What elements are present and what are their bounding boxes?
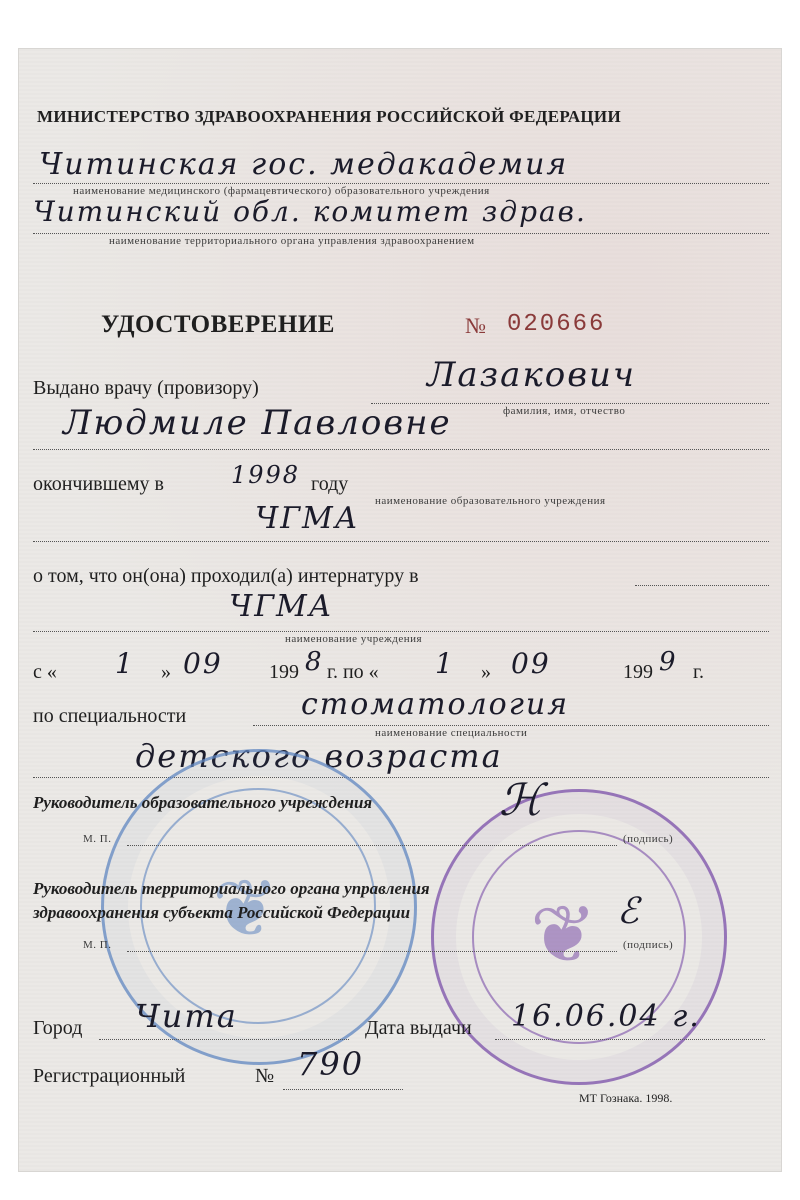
period-to-close: » <box>481 661 491 683</box>
mp-1: М. П. <box>83 833 112 845</box>
internship-caption: наименование учреждения <box>285 633 423 645</box>
graduated-school: ЧГМА <box>255 501 360 536</box>
graduated-caption: наименование образовательного учреждения <box>375 495 606 507</box>
issued-name: Людмиле Павловне <box>63 403 452 443</box>
graduated-label: окончившему в <box>33 473 164 495</box>
specialty-line1: стоматология <box>301 687 570 722</box>
issued-label: Выдано врачу (провизору) <box>33 377 259 399</box>
specialty-caption: наименование специальности <box>375 727 528 739</box>
certificate-number: 020666 <box>507 311 606 338</box>
registration-value: 790 <box>297 1045 365 1083</box>
period-from-year-printed: 199 <box>269 661 299 683</box>
authority-line <box>33 233 769 234</box>
printer-imprint: МТ Гознака. 1998. <box>579 1091 673 1105</box>
internship-line-2 <box>33 631 769 632</box>
ministry-header: МИНИСТЕРСТВО ЗДРАВООХРАНЕНИЯ РОССИЙСКОЙ ФЕДЕРАЦИИ <box>37 107 621 126</box>
head-edu-label: Руководитель образовательного учреждения <box>33 793 373 812</box>
authority-caption: наименование территориального органа управления здравоохранением <box>109 235 475 247</box>
issue-date-value: 16.06.04 г. <box>511 999 701 1034</box>
city-label: Город <box>33 1017 83 1039</box>
graduated-line <box>33 541 769 542</box>
issued-surname: Лазакович <box>427 355 637 395</box>
purple-seal-emblem-icon: ❦ <box>530 892 598 980</box>
purple-round-seal <box>431 789 727 1085</box>
registration-line <box>283 1089 403 1090</box>
internship-label: о том, что он(она) проходил(а) интернатуру в <box>33 565 419 587</box>
period-to-year-hand: 9 <box>659 647 678 677</box>
head-auth-signature: ℰ <box>617 891 641 932</box>
period-from-prefix: с « <box>33 661 57 683</box>
issue-date-label: Дата выдачи <box>365 1017 472 1039</box>
specialty-line-1 <box>253 725 769 726</box>
authority-name: Читинский обл. комитет здрав. <box>33 195 587 228</box>
sign-caption-2: (подпись) <box>623 939 674 951</box>
sign-caption-1: (подпись) <box>623 833 674 845</box>
internship-place: ЧГМА <box>229 589 334 624</box>
issued-caption: фамилия, имя, отчество <box>503 405 626 417</box>
city-value: Чита <box>135 997 238 1035</box>
institution-name: Читинская гос. медакадемия <box>39 147 569 182</box>
period-from-month: 09 <box>183 647 223 680</box>
registration-number-sign: № <box>255 1065 275 1087</box>
specialty-label: по специальности <box>33 705 187 727</box>
institution-line <box>33 183 769 184</box>
specialty-line2: детского возраста <box>135 737 503 775</box>
period-to-month: 09 <box>511 647 551 680</box>
period-from-day: 1 <box>115 647 135 680</box>
blue-seal-emblem-icon: ❦ <box>212 866 280 954</box>
period-to-year-printed: 199 <box>623 661 653 683</box>
sign-line-1 <box>127 845 617 846</box>
internship-line-1 <box>635 585 769 586</box>
graduated-suffix: году <box>311 473 349 495</box>
issue-date-line <box>495 1039 765 1040</box>
certificate-title: УДОСТОВЕРЕНИЕ <box>101 311 335 338</box>
period-from-year-hand: 8 <box>305 647 324 677</box>
graduated-year: 1998 <box>231 461 301 489</box>
institution-caption: наименование медицинского (фармацевтического) образовательного учреждения <box>73 185 490 197</box>
issued-line-2 <box>33 449 769 450</box>
city-line <box>99 1039 349 1040</box>
head-auth-label-2: здравоохранения субъекта Российской Федерации <box>33 903 411 922</box>
specialty-line-2 <box>33 777 769 778</box>
certificate-page <box>18 48 782 1172</box>
sign-line-2 <box>127 951 617 952</box>
period-to-suffix: г. <box>693 661 704 683</box>
mp-2: М. П. <box>83 939 112 951</box>
head-auth-label-1: Руководитель территориального органа управления <box>33 879 430 898</box>
period-from-suffix: г. по « <box>327 661 379 683</box>
period-to-day: 1 <box>435 647 455 680</box>
period-from-close: » <box>161 661 171 683</box>
registration-label: Регистрационный <box>33 1065 186 1087</box>
head-edu-signature: ℋ <box>499 775 545 826</box>
certificate-number-sign: № <box>465 313 486 338</box>
